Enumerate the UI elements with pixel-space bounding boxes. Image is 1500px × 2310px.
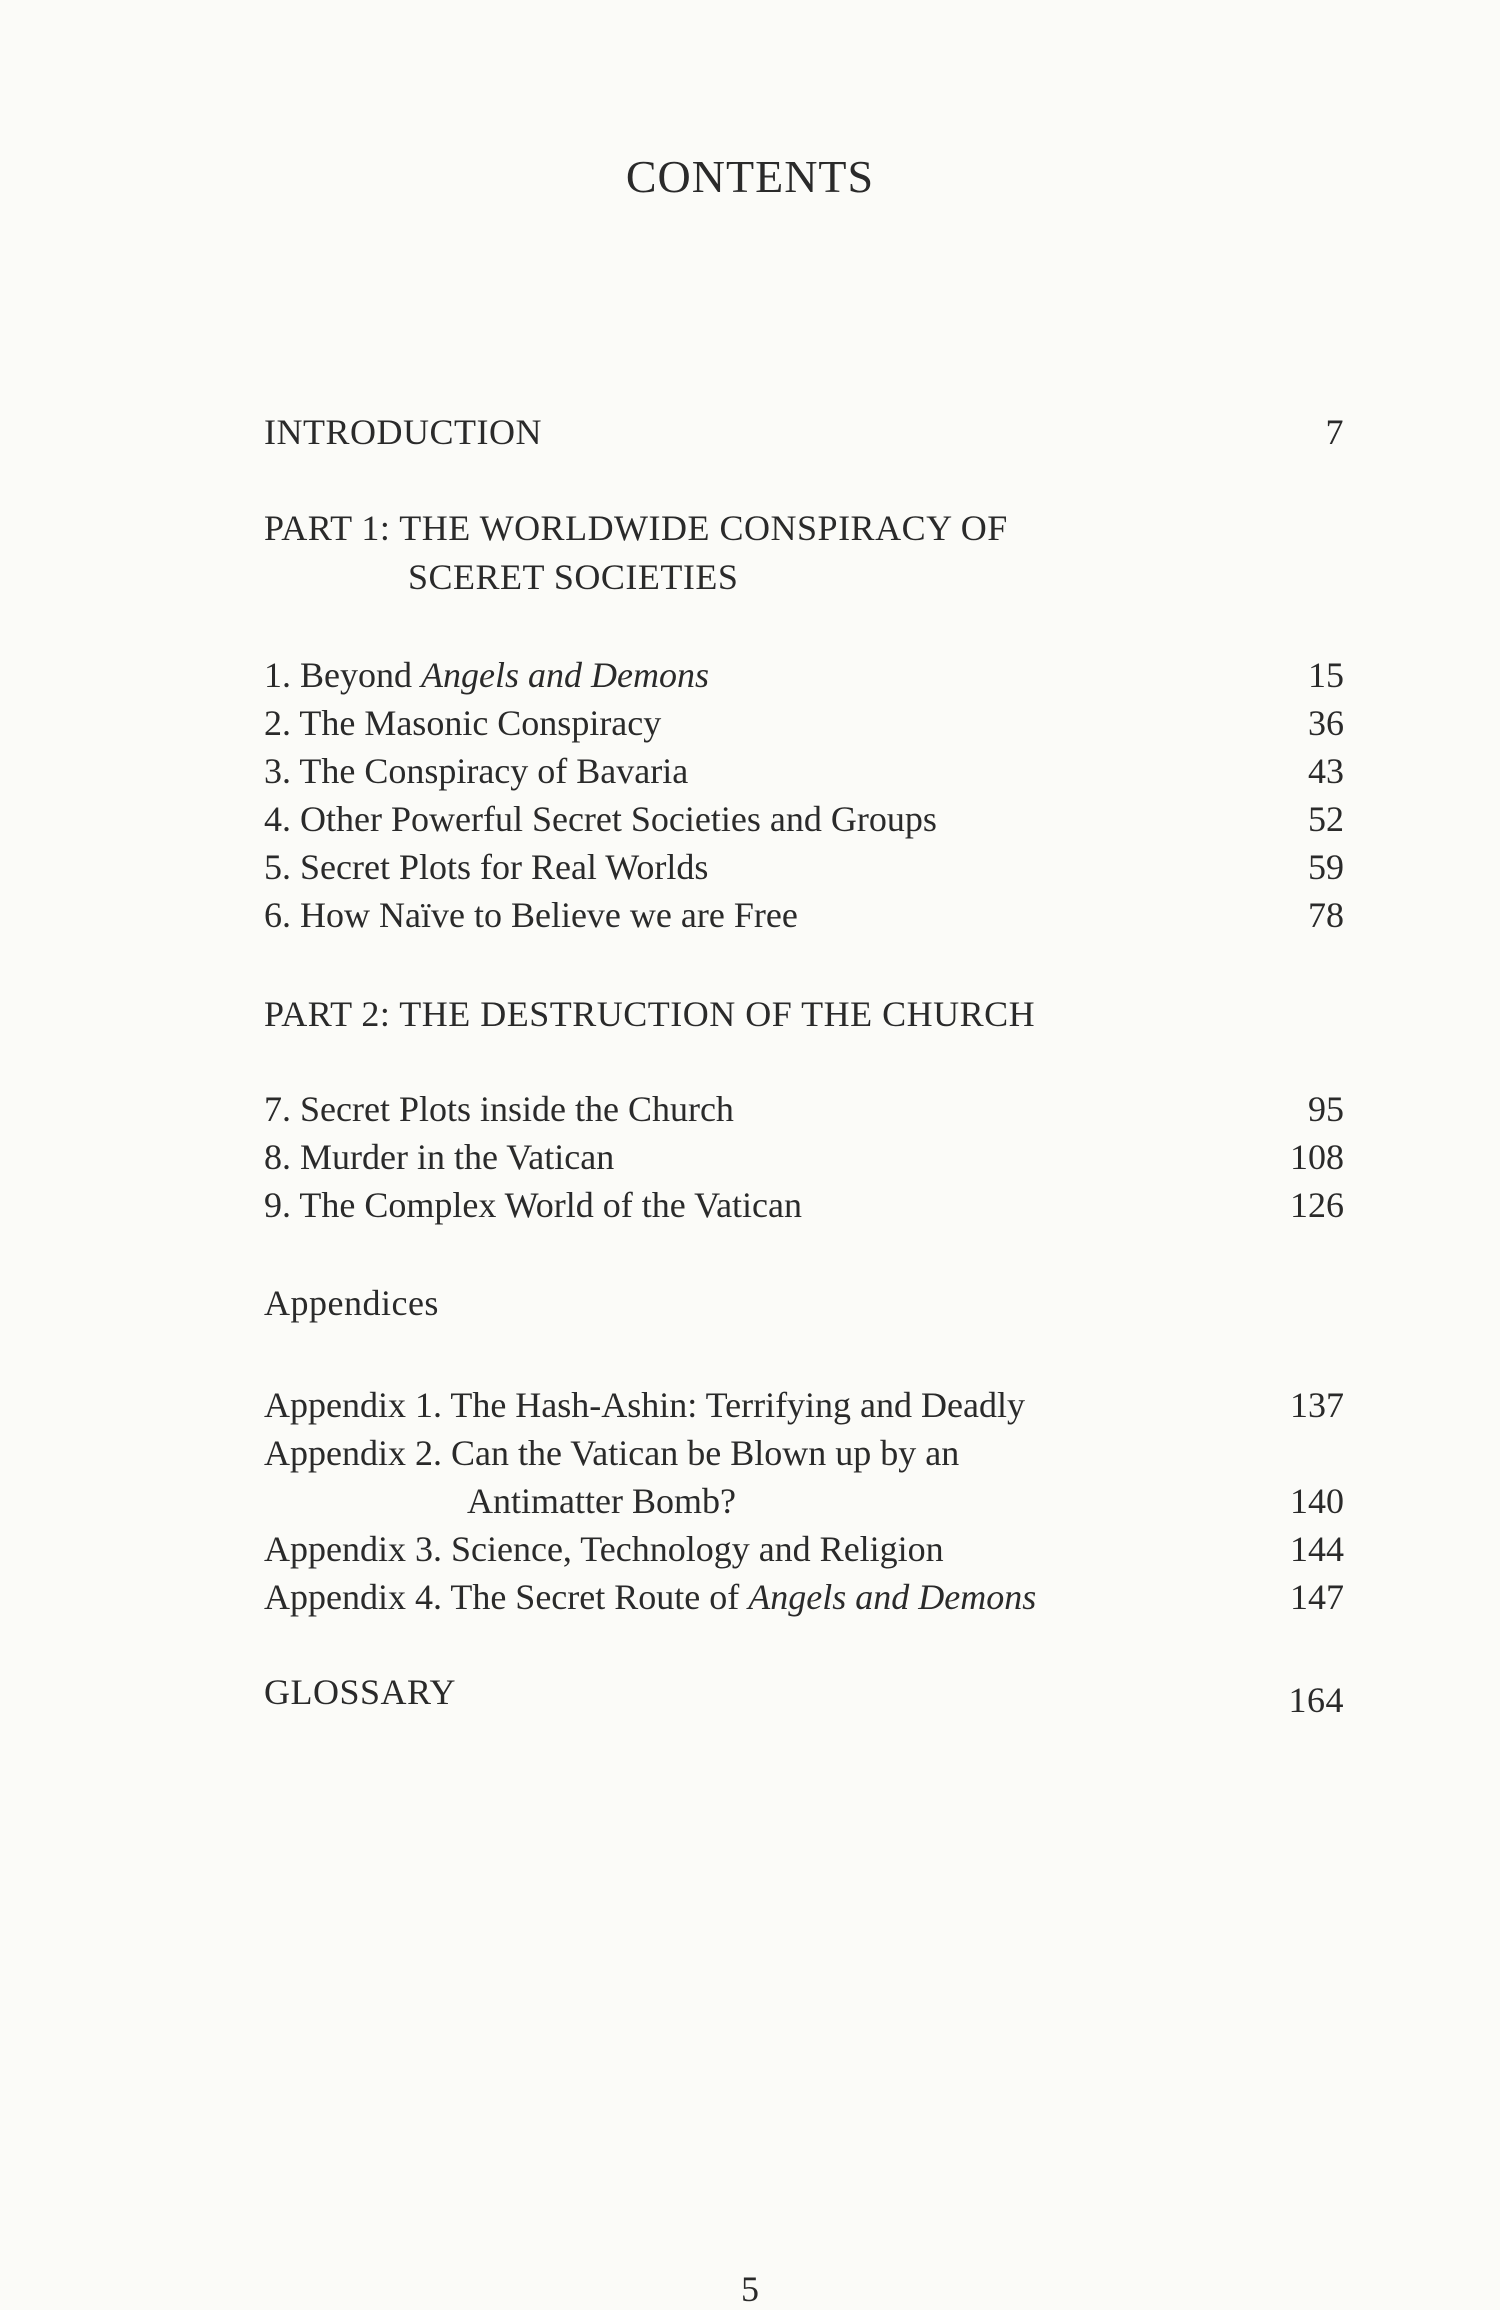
toc-label: Appendix 4. The Secret Route of Angels and Demons [264,1577,1037,1617]
toc-page-number: 108 [1290,1137,1344,1177]
toc-label-continuation: Antimatter Bomb? [467,1481,736,1521]
toc-label: 5. Secret Plots for Real Worlds [264,847,709,887]
toc-label: 7. Secret Plots inside the Church [264,1089,734,1129]
toc-label: Appendix 3. Science, Technology and Religion [264,1529,944,1569]
toc-entry-chapter-1 [264,651,1344,699]
toc-entry-appendix-1 [264,1381,1344,1429]
toc-entry-chapter-7 [264,1085,1344,1133]
toc-label: INTRODUCTION [264,412,542,452]
toc-page-number: 144 [1290,1529,1344,1569]
toc-page-number: 52 [1308,799,1344,839]
toc-entry-introduction [264,408,1344,456]
toc-label: 8. Murder in the Vatican [264,1137,615,1177]
toc-label: 1. Beyond Angels and Demons [264,655,709,695]
part1-heading-line1: PART 1: THE WORLDWIDE CONSPIRACY OF [264,508,1008,548]
appendices-heading: Appendices [264,1283,439,1323]
toc-label: Appendix 1. The Hash-Ashin: Terrifying and Deadly [264,1385,1025,1425]
toc-page-number: 95 [1308,1089,1344,1129]
toc-label: Appendix 2. Can the Vatican be Blown up by an [264,1433,960,1473]
toc-page-number: 43 [1308,751,1344,791]
toc-entry-chapter-2 [264,699,1344,747]
toc-entry-chapter-9 [264,1181,1344,1229]
part2-heading: PART 2: THE DESTRUCTION OF THE CHURCH [264,994,1036,1034]
toc-page-number: 36 [1308,703,1344,743]
toc-page-number: 78 [1308,895,1344,935]
toc-label: 4. Other Powerful Secret Societies and Groups [264,799,937,839]
toc-entry-appendix-2 [264,1429,1344,1477]
toc-entry-appendix-4 [264,1573,1344,1621]
toc-entry-chapter-8 [264,1133,1344,1181]
toc-label: 3. The Conspiracy of Bavaria [264,751,689,791]
part1-heading-line2: SCERET SOCIETIES [408,557,739,597]
toc-page-number: 59 [1308,847,1344,887]
toc-label: GLOSSARY [264,1672,457,1712]
toc-page-number: 7 [1325,412,1344,452]
toc-page-number: 15 [1308,655,1344,695]
toc-entry-chapter-3 [264,747,1344,795]
toc-label: 2. The Masonic Conspiracy [264,703,662,743]
toc-entry-chapter-5 [264,843,1344,891]
page-number: 5 [741,2269,759,2309]
page-title: CONTENTS [625,151,875,202]
toc-entry-chapter-4 [264,795,1344,843]
toc-page-number: 164 [1288,1680,1344,1720]
toc-label: 6. How Naïve to Believe we are Free [264,895,798,935]
toc-page-number: 147 [1290,1577,1344,1617]
toc-entry-glossary [264,1668,1344,1720]
toc-label: 9. The Complex World of the Vatican [264,1185,803,1225]
toc-entry-chapter-6 [264,891,1344,939]
toc-entry-appendix-3 [264,1525,1344,1573]
toc-page-number: 140 [1290,1481,1344,1521]
toc-page-number: 137 [1290,1385,1344,1425]
toc-page-number: 126 [1290,1185,1344,1225]
toc-entry-appendix-2-continuation [264,1477,1344,1525]
